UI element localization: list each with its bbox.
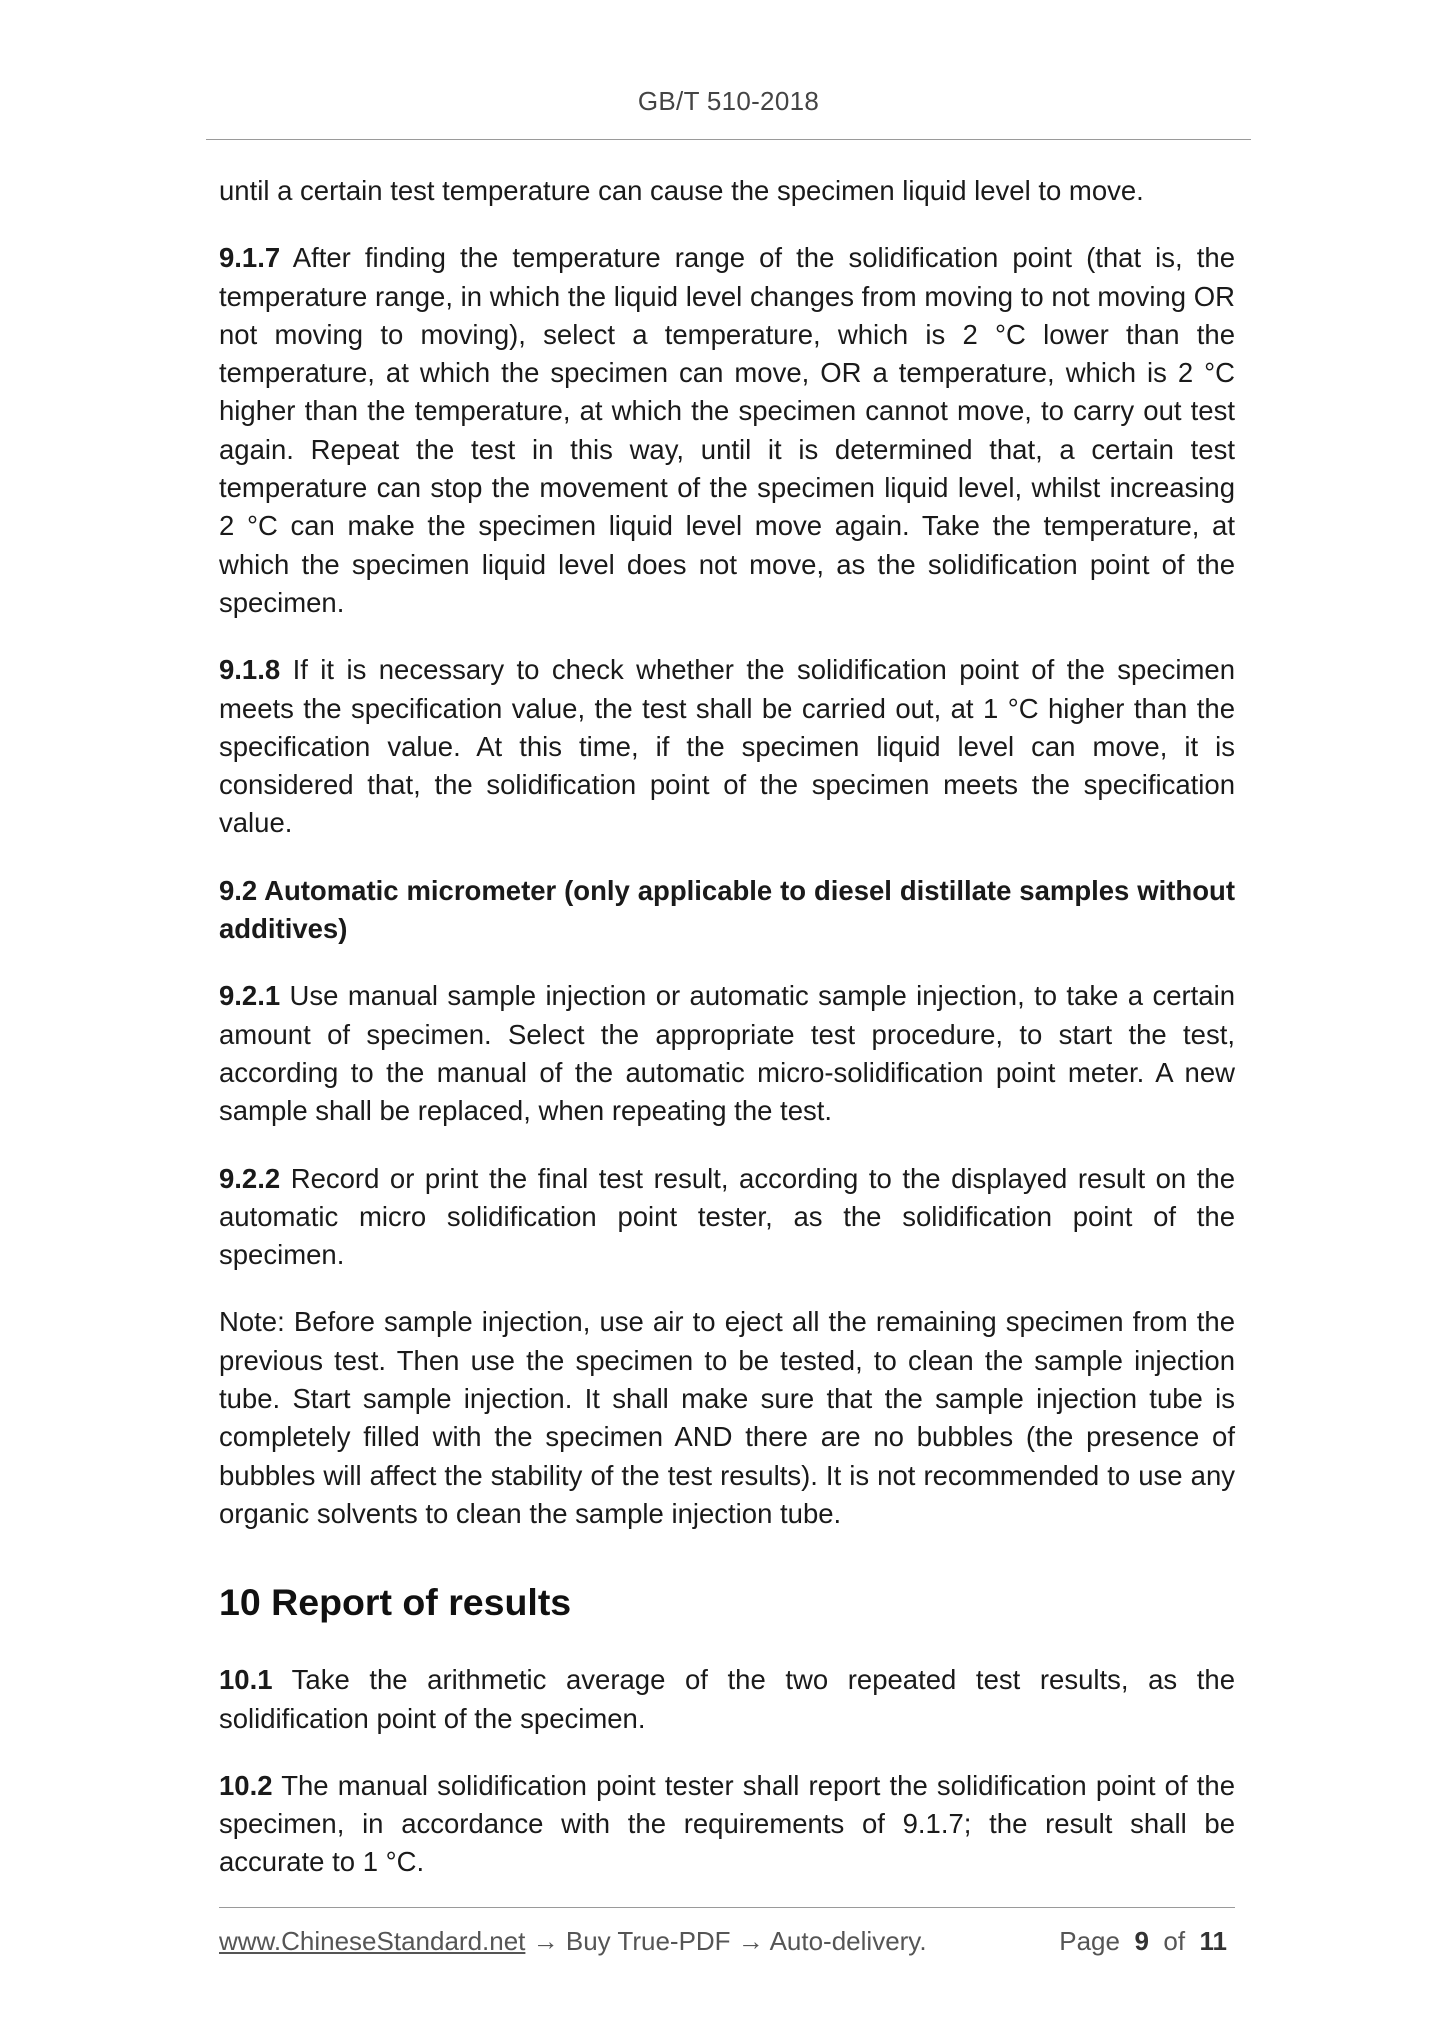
page-body: [219, 172, 1235, 1882]
clause-10-2: [219, 1767, 1235, 1882]
page-label: Page: [1059, 1926, 1120, 1956]
clause-text: Use manual sample injection or automatic sample injection, to take a certain amount of specimen. Select the appropriate test procedure, to start the test, according to the manual of the automatic micro-solidification point meter. A new sample shall be replaced, when repeating the test.: [219, 980, 1235, 1127]
note-paragraph: Note: Before sample injection, use air to eject all the remaining specimen from the previous test. Then use the specimen to be tested, to clean the sample injection tube. Start sample injection. It shall make sure that the sample injection tube is completely filled with the specimen AND there are no bubbles (the presence of bubbles will affect the stability of the test results). It is not recommended to use any organic solvents to clean the sample injection tube.: [219, 1306, 1235, 1529]
footer-divider: [219, 1907, 1235, 1908]
page-current: 9: [1134, 1926, 1149, 1956]
page-total: 11: [1199, 1926, 1227, 1956]
clause-9-1-7: [219, 239, 1235, 622]
clause-number: 9.2.1: [219, 980, 281, 1012]
clause-number: 9.2.2: [219, 1162, 281, 1194]
footer-promo: [219, 1924, 927, 1958]
clause-9-1-8: [219, 651, 1235, 842]
section-heading-10: 10 Report of results: [219, 1581, 572, 1624]
header-divider: [206, 139, 1251, 140]
page-number: [1059, 1924, 1227, 1958]
clause-number: 9.1.8: [219, 654, 281, 686]
clause-text: Take the arithmetic average of the two repeated test results, as the solidification point of the specimen.: [219, 1664, 1235, 1734]
clause-text: The manual solidification point tester shall report the solidification point of the specimen, in accordance with the requirements of 9.1.7; the result shall be accurate to 1 °C.: [219, 1769, 1235, 1878]
page-footer: [219, 1924, 1235, 1958]
running-header: GB/T 510-2018: [637, 86, 820, 116]
paragraph-continuation: until a certain test temperature can cause the specimen liquid level to move.: [219, 175, 1144, 206]
footer-tagline: → Buy True-PDF → Auto-delivery.: [525, 1926, 927, 1956]
clause-number: 10.2: [219, 1769, 273, 1801]
clause-text: If it is necessary to check whether the solidification point of the specimen meets the specification value, the test shall be carried out, at 1 °C higher than the specification value. At this time, if the specimen liquid level can move, it is considered that, the solidification point of the specimen meets the specification value.: [219, 654, 1235, 839]
clause-9-2-1: [219, 977, 1235, 1130]
clause-number: 10.1: [219, 1664, 273, 1696]
page-of: of: [1163, 1926, 1186, 1956]
section-heading-9-2: 9.2 Automatic micrometer (only applicable to diesel distillate samples without additives): [219, 874, 1235, 945]
clause-text: After finding the temperature range of the solidification point (that is, the temperature range, in which the liquid level changes from moving to not moving OR not moving to moving), select a temperature, which is 2 °C lower than the temperature, at which the specimen can move, OR a temperature, which is 2 °C higher than the temperature, at which the specimen cannot move, to carry out test again. Repeat the test in this way, until it is determined that, a certain test temperature can stop the movement of the specimen liquid level, whilst increasing 2 °C can make the specimen liquid level move again. Take the temperature, at which the specimen liquid level does not move, as the solidification point of the specimen.: [219, 242, 1235, 618]
footer-website-link[interactable]: www.ChineseStandard.net: [219, 1926, 526, 1956]
clause-10-1: [219, 1661, 1235, 1738]
clause-9-2-2: [219, 1160, 1235, 1275]
clause-number: 9.1.7: [219, 242, 281, 274]
clause-text: Record or print the final test result, according to the displayed result on the automatic micro solidification point tester, as the solidification point of the specimen.: [219, 1162, 1235, 1271]
